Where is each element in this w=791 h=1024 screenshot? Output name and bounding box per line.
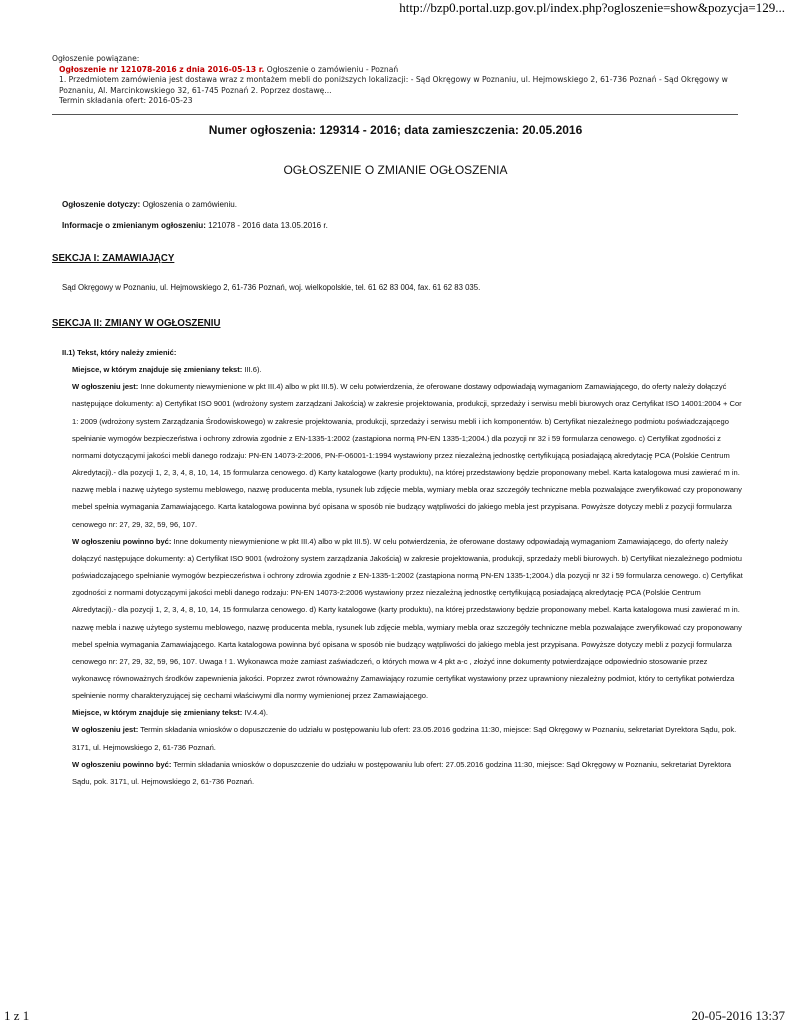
changes-block [62,344,746,790]
change1-is [62,378,746,532]
print-header-url: http://bzp0.portal.uzp.gov.pl/index.php?ogloszenie=show&pozycja=129... [399,0,785,15]
change1-place [62,361,746,378]
change2-should [62,756,746,790]
related-notices [52,54,742,107]
change2-is [62,721,746,755]
change1-should-text: Inne dokumenty niewymienione w pkt III.4) albo w pkt III.5). W celu potwierdzenia, że oferowane dostawy odpowiadają wymaganiom Zamawiającego, do oferty należy dołączyć następujące dokumenty: a) Certyfikat ISO 9001 (wdrożony system zarządzania Jakością) w zakresie projektowania, produkcji, sprzedaży mebli biurowych. b) Certyfikat niezależnego podmiotu poświadczającego spełnianie wymogów bezpieczeństwa i ochrony zdrowia zgodnie z EN-1335-1:2002 (zastąpiona normą PN-EN 1335-1;2004.) dla pozycji nr 32 i 59 formularza cenowego. c) Certyfikat zgodności z normami dotyczącymi jakości mebli danego rodzaju: PN-EN 14073-2:2006 wystawiony przez niezależną jednostkę certyfikującą posiadającą akredytację PCA (Polskie Centrum Akredytacji).- dla pozycji 1, 2, 3, 4, 8, 10, 14, 15 formularza cenowego. d) Karty katalogowe (karty produktu), na której przedstawiony będzie proponowany mebel. Karta katalogowa musi zawierać m in. nazwę mebla i nazwę użytego systemu meblowego, nazwę producenta mebla, rysunek lub zdjęcie mebla, wymiary mebla oraz szczegóły techniczne mebla pozwalające zweryfikować czy proponowany mebel spełnia wymagania Zamawiającego. Karta katalogowa powinna być opisana w sposób nie budzący wątpliwości do jakiego mebla jest przypisana. Powyższe dotyczy mebli z pozycji formularza cenowego nr: 27, 29, 32, 59, 96, 107. Uwaga ! 1. Wykonawca może zamiast zaświadczeń, o których mowa w 4 pkt a-c , złożyć inne dokumenty potwierdzające odpowiednio stosowanie przez wykonawcę równoważnych środków zapewnienia jakości. Poprzez zwrot równoważny Zamawiający rozumie certyfikat wystawiony przez uprawniony niezależny podmiot, który to certyfikat potwierdza spełnienie normy charakteryzującej się cechami właściwymi dla normy wymienionej przez Zamawiającego. [72,536,743,701]
related-link-line [52,65,742,76]
related-notice-suffix: Ogłoszenie o zamówieniu - Poznań [264,64,399,74]
changed-info-value: 121078 - 2016 data 13.05.2016 r. [205,221,328,230]
changes-subheading: II.1) Tekst, który należy zmienić: [62,348,177,357]
change1-is-label: W ogłoszeniu jest: [72,382,139,392]
print-footer-timestamp: 20-05-2016 13:37 [691,1008,785,1023]
change2-is-label: W ogłoszeniu jest: [72,725,139,735]
divider [52,114,738,115]
change1-should-label: W ogłoszeniu powinno być: [72,536,172,546]
related-deadline: Termin składania ofert: 2016-05-23 [59,96,193,105]
concerns-value: Ogłoszenia o zamówieniu. [140,200,237,209]
related-summary: 1. Przedmiotem zamówienia jest dostawa wraz z montażem mebli do poniższych lokalizacji: - Sąd Okręgowy w Poznaniu, ul. Hejmowskiego 2, 61-736 Poznań - Sąd Okręgowy w Poznaniu, Al. Marcinkowskiego 32, 61-745 Poznań 2. Poprzez dostawę... [59,75,728,95]
section1-heading: SEKCJA I: ZAMAWIAJĄCY [52,253,175,264]
print-footer-page: 1 z 1 [4,1008,30,1023]
change1-place-label: Miejsce, w którym znajduje się zmieniany tekst: [72,365,243,375]
changed-info-line [62,221,328,230]
change2-should-text: Termin składania wniosków o dopuszczenie do udziału w postępowaniu lub ofert: 27.05.2016 godzina 11:30, miejsce: Sąd Okręgowy w Poznaniu, sekretariat Dyrektora Sądu, pok. 3171, ul. Hejmowskiego 2, 61-736 Poznań. [72,759,732,786]
changed-info-label: Informacje o zmienianym ogłoszeniu: [62,221,206,230]
notice-type-title: OGŁOSZENIE O ZMIANIE OGŁOSZENIA [283,163,508,177]
page-title: Numer ogłoszenia: 129314 - 2016; data zamieszczenia: 20.05.2016 [208,123,583,137]
concerns-label: Ogłoszenie dotyczy: [62,200,141,209]
section2-heading: SEKCJA II: ZMIANY W OGŁOSZENIU [52,318,221,329]
change2-place-label: Miejsce, w którym znajduje się zmieniany tekst: [72,708,243,718]
related-heading: Ogłoszenie powiązane: [52,54,140,63]
change2-place-value: IV.4.4). [242,708,269,718]
concerns-line [62,200,237,209]
related-notice-link[interactable]: Ogłoszenie nr 121078-2016 z dnia 2016-05-13 r. [59,64,265,74]
change2-should-label: W ogłoszeniu powinno być: [72,759,172,769]
change1-place-value: III.6). [242,365,262,375]
change2-place [62,704,746,721]
change1-is-text: Inne dokumenty niewymienione w pkt III.4) albo w pkt III.5). W celu potwierdzenia, że oferowane dostawy odpowiadają wymaganiom Zamawiającego, do oferty należy dołączyć następujące dokumenty: a) Certyfikat ISO 9001 (wdrożony system zarządzani Jakością) w zakresie projektowania, produkcji, sprzedaży i serwisu mebli biurowych oraz Certyfikat ISO 14001:2004 + Cor 1: 2009 (wdrożony system Zarządzania Środowiskowego) w zakresie projektowania, produkcji, sprzedaży i serwisu mebli i ich komponentów. b) Certyfikat niezależnego podmiotu poświadczającego spełnianie wymogów bezpieczeństwa i ochrony zdrowia zgodnie z EN-1335-1:2002 (zastąpiona normą PN-EN 1335-1;2004.) dla pozycji nr 32 i 59 formularza cenowego. c) Certyfikat zgodności z normami dotyczącymi jakości mebli danego rodzaju: PN-EN 14073-2:2006, PN-F-06001-1:1994 wystawiony przez niezależną jednostkę certyfikującą posiadającą akredytację PCA (Polskie Centrum Akredytacji).- dla pozycji 1, 2, 3, 4, 8, 10, 14, 15 formularza cenowego. d) Karty katalogowe (karty produktu), na której przedstawiony będzie proponowany mebel. Karta katalogowa musi zawierać m in. nazwę mebla i nazwę użytego systemu meblowego, nazwę producenta mebla, rysunek lub zdjęcie mebla, wymiary mebla oraz szczegóły techniczne mebla pozwalające zweryfikować czy proponowany mebel spełnia wymagania Zamawiającego. Karta katalogowa powinna być opisana w sposób nie budzący wątpliwości do jakiego mebla jest przypisana. Powyższe dotyczy mebli z pozycji formularza cenowego nr: 27, 29, 32, 59, 96, 107. [72,382,742,529]
change2-is-text: Termin składania wniosków o dopuszczenie do udziału w postępowaniu lub ofert: 23.05.2016 godzina 11:30, miejsce: Sąd Okręgowy w Poznaniu, sekretariat Dyrektora Sądu, pok. 3171, ul. Hejmowskiego 2, 61-736 Poznań. [72,725,737,752]
change1-should [62,533,746,705]
contracting-authority-address: Sąd Okręgowy w Poznaniu, ul. Hejmowskiego 2, 61-736 Poznań, woj. wielkopolskie, tel. 61 62 83 004, fax. 61 62 83 035. [62,283,481,292]
